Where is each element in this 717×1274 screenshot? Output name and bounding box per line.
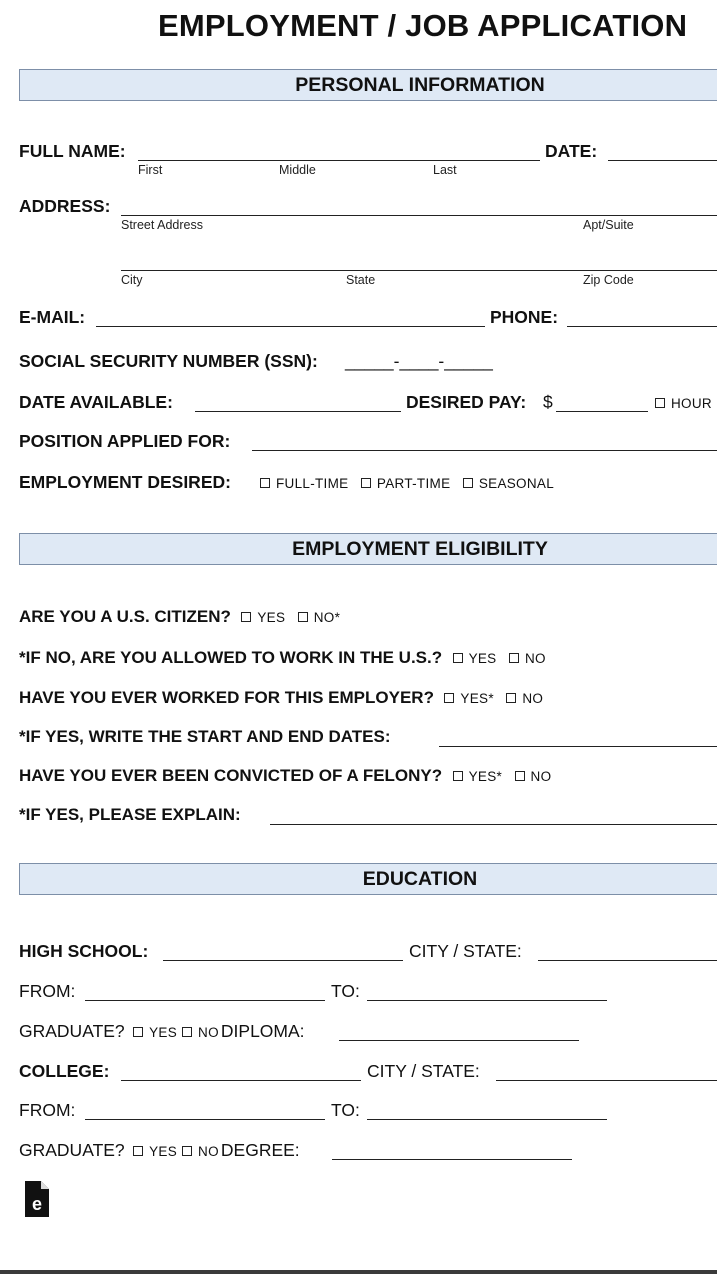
phone-label: PHONE:: [490, 307, 559, 327]
worked-no-checkbox[interactable]: [506, 693, 516, 703]
dollar-sign: $: [543, 392, 553, 412]
degree-field[interactable]: [332, 1159, 572, 1160]
citizen-no-checkbox[interactable]: [298, 612, 308, 622]
worked-question: HAVE YOU EVER WORKED FOR THIS EMPLOYER?: [19, 688, 434, 707]
ssn-label: SOCIAL SECURITY NUMBER (SSN):: [19, 351, 318, 371]
hs-from-field[interactable]: [85, 1000, 325, 1001]
explain-field[interactable]: [270, 824, 717, 825]
city-sublabel: City: [121, 273, 143, 287]
first-sublabel: First: [138, 163, 163, 177]
document-logo-icon: [25, 1181, 49, 1217]
felony-no-label: NO: [530, 769, 552, 784]
citizen-no-label: NO*: [313, 610, 341, 625]
state-sublabel: State: [346, 273, 376, 287]
college-graduate-yes-checkbox[interactable]: [133, 1146, 143, 1156]
explain-question: *IF YES, PLEASE EXPLAIN:: [19, 805, 241, 824]
citizen-yes-checkbox[interactable]: [241, 612, 251, 622]
full-name-field[interactable]: [138, 160, 540, 161]
hs-from-label: FROM:: [19, 981, 76, 1001]
worked-yes-label: YES*: [460, 691, 494, 706]
logo-letter: e: [31, 1194, 43, 1214]
college-city-state-field[interactable]: [496, 1080, 717, 1081]
phone-field[interactable]: [567, 326, 717, 327]
street-address-field[interactable]: [121, 215, 717, 216]
hs-graduate-yes-checkbox[interactable]: [133, 1027, 143, 1037]
hs-city-state-label: CITY / STATE:: [409, 941, 522, 961]
allowed-question: *IF NO, ARE YOU ALLOWED TO WORK IN THE U.S.?: [19, 648, 443, 667]
hs-to-label: TO:: [331, 981, 360, 1001]
degree-label: DEGREE:: [220, 1140, 300, 1160]
desired-pay-field[interactable]: [556, 411, 648, 412]
section-title-eligibility: EMPLOYMENT ELIGIBILITY: [292, 538, 548, 560]
allowed-yes-label: YES: [468, 651, 497, 666]
full-time-label: FULL-TIME: [276, 476, 349, 491]
section-header-personal: [19, 69, 717, 101]
college-field[interactable]: [121, 1080, 361, 1081]
section-title-personal: PERSONAL INFORMATION: [295, 74, 545, 96]
date-available-label: DATE AVAILABLE:: [19, 392, 173, 412]
position-label: POSITION APPLIED FOR:: [19, 431, 231, 451]
worked-no-label: NO: [522, 691, 544, 706]
email-label: E-MAIL:: [19, 307, 86, 327]
worked-yes-checkbox[interactable]: [444, 693, 454, 703]
college-from-label: FROM:: [19, 1100, 76, 1120]
date-available-field[interactable]: [195, 411, 401, 412]
hs-graduate-label: GRADUATE?: [19, 1021, 125, 1041]
allowed-no-label: NO: [524, 651, 546, 666]
date-field[interactable]: [608, 160, 717, 161]
bottom-bar: [0, 1270, 717, 1274]
hs-graduate-no-checkbox[interactable]: [182, 1027, 192, 1037]
hour-label: HOUR: [671, 396, 712, 411]
diploma-field[interactable]: [339, 1040, 579, 1041]
ssn-field[interactable]: _____-____-_____: [345, 351, 493, 371]
desired-pay-label: DESIRED PAY:: [406, 392, 527, 412]
part-time-checkbox[interactable]: [361, 478, 371, 488]
allowed-yes-checkbox[interactable]: [453, 653, 463, 663]
hs-city-state-field[interactable]: [538, 960, 717, 961]
hs-graduate-no-label: NO: [198, 1025, 219, 1040]
section-header-education: [19, 863, 717, 895]
hs-to-field[interactable]: [367, 1000, 607, 1001]
address-label: ADDRESS:: [19, 196, 111, 216]
section-title-education: EDUCATION: [362, 868, 478, 890]
college-to-label: TO:: [331, 1100, 360, 1120]
high-school-label: HIGH SCHOOL:: [19, 941, 149, 961]
college-graduate-no-label: NO: [198, 1144, 219, 1159]
allowed-no-checkbox[interactable]: [509, 653, 519, 663]
city-state-zip-field[interactable]: [121, 270, 717, 271]
college-to-field[interactable]: [367, 1119, 607, 1120]
college-graduate-yes-label: YES: [149, 1144, 178, 1159]
middle-sublabel: Middle: [279, 163, 316, 177]
zip-sublabel: Zip Code: [583, 273, 634, 287]
citizen-question: ARE YOU A U.S. CITIZEN?: [19, 607, 231, 626]
citizen-yes-label: YES: [257, 610, 286, 625]
felony-yes-checkbox[interactable]: [453, 771, 463, 781]
college-from-field[interactable]: [85, 1119, 325, 1120]
email-field[interactable]: [96, 326, 485, 327]
date-label: DATE:: [545, 141, 598, 161]
part-time-label: PART-TIME: [376, 476, 451, 491]
form-title: EMPLOYMENT / JOB APPLICATION: [158, 8, 688, 43]
full-name-label: FULL NAME:: [19, 141, 126, 161]
felony-yes-label: YES*: [468, 769, 503, 784]
apt-sublabel: Apt/Suite: [583, 218, 634, 232]
felony-question: HAVE YOU EVER BEEN CONVICTED OF A FELONY?: [19, 766, 443, 785]
full-time-checkbox[interactable]: [260, 478, 270, 488]
position-field[interactable]: [252, 450, 717, 451]
college-label: COLLEGE:: [19, 1061, 110, 1081]
street-sublabel: Street Address: [121, 218, 203, 232]
hs-graduate-yes-label: YES: [149, 1025, 178, 1040]
college-graduate-no-checkbox[interactable]: [182, 1146, 192, 1156]
seasonal-label: SEASONAL: [478, 476, 555, 491]
section-header-eligibility: [19, 533, 717, 565]
employment-desired-label: EMPLOYMENT DESIRED:: [19, 472, 231, 492]
hour-checkbox[interactable]: [655, 398, 665, 408]
high-school-field[interactable]: [163, 960, 403, 961]
seasonal-checkbox[interactable]: [463, 478, 473, 488]
last-sublabel: Last: [433, 163, 457, 177]
felony-no-checkbox[interactable]: [515, 771, 525, 781]
diploma-label: DIPLOMA:: [220, 1021, 305, 1041]
college-graduate-label: GRADUATE?: [19, 1140, 125, 1160]
college-city-state-label: CITY / STATE:: [367, 1061, 480, 1081]
dates-question: *IF YES, WRITE THE START AND END DATES:: [19, 727, 391, 746]
dates-field[interactable]: [439, 746, 717, 747]
